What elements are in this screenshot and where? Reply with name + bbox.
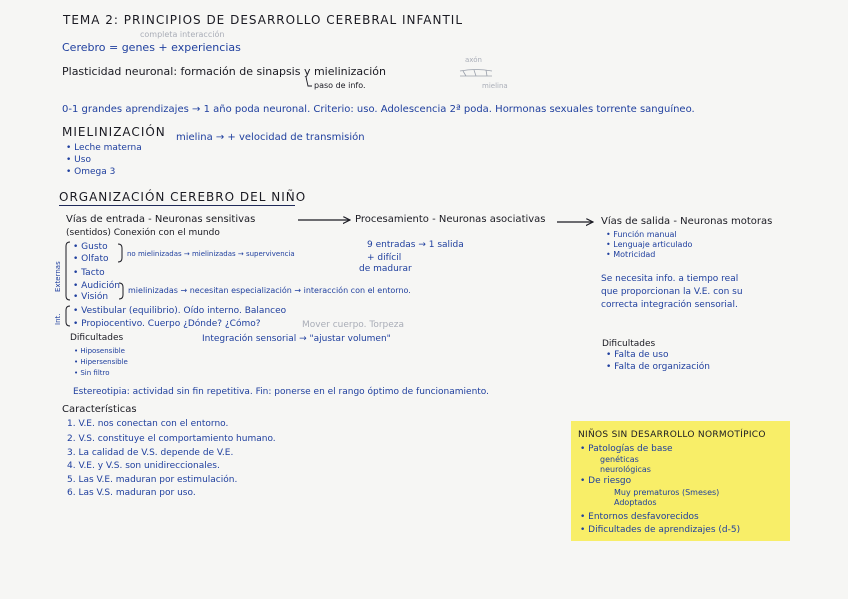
tiempo-real-line: Se necesita info. a tiempo real [601, 274, 739, 284]
sentidos-line: (sentidos) Conexión con el mundo [66, 228, 220, 238]
mielina-label: mielina [482, 82, 508, 90]
axon-label: axón [465, 56, 482, 64]
caracteristica-item: 4. V.E. y V.S. son unidireccionales. [67, 461, 220, 471]
vias-salida: Vías de salida - Neuronas motoras [601, 216, 773, 227]
externas-label: Externas [54, 261, 62, 292]
poda-line: 0-1 grandes aprendizajes → 1 año poda neuronal. Criterio: uso. Adolescencia 2ª poda. Hormonas sexuales torrente sanguíneo. [62, 104, 695, 115]
vestibular-line: • Vestibular (equilibrio). Oído interno. Balanceo [73, 306, 287, 316]
sticky-dificultades: • Dificultades de aprendizajes (d-5) [580, 525, 741, 535]
caracteristica-item: 6. Las V.S. maduran por uso. [67, 488, 196, 498]
salida-item: • Función manual [606, 230, 677, 239]
axon-sketch [460, 70, 492, 77]
plasticidad-line: Plasticidad neuronal: formación de sinapsis y mielinización [62, 65, 386, 78]
caracteristicas-heading: Características [62, 404, 137, 415]
mielinizacion-item: • Leche materna [66, 143, 142, 153]
dificil-note: + difícil [367, 253, 402, 263]
salida-item: • Lenguaje articulado [606, 240, 693, 249]
vias-entrada: Vías de entrada - Neuronas sensitivas [66, 214, 256, 225]
sticky-title: NIÑOS SIN DESARROLLO NORMOTÍPICO [578, 430, 766, 440]
dificultades-left-heading: Dificultades [70, 333, 124, 343]
propiocentivo-line: • Propiocentivo. Cuerpo ¿Dónde? ¿Cómo? [73, 319, 261, 329]
caracteristica-item: 2. V.S. constituye el comportamiento humano. [67, 434, 276, 444]
bracket-internas [66, 306, 70, 326]
mielinizacion-heading: MIELINIZACIÓN [62, 125, 166, 139]
mielinizacion-item: • Omega 3 [66, 167, 116, 177]
bracket-gusto-olfato [118, 244, 122, 262]
torpeza-note: Mover cuerpo. Torpeza [302, 320, 405, 330]
entradas-salida: 9 entradas → 1 salida [367, 240, 464, 250]
caracteristica-item: 3. La calidad de V.S. depende de V.E. [67, 448, 234, 458]
annotation-completa: completa interacción [140, 30, 225, 39]
salida-item: • Motricidad [606, 250, 656, 259]
dificultades-right-heading: Dificultades [602, 339, 656, 349]
procesamiento: Procesamiento - Neuronas asociativas [355, 214, 546, 225]
mielinizacion-item: • Uso [66, 155, 91, 165]
dificultades-right-item: • Falta de uso [606, 350, 669, 360]
dificultades-left-item: • Hipersensible [74, 358, 128, 366]
estereotipia-line: Estereotipia: actividad sin fin repetitiva. Fin: ponerse en el rango óptimo de funcionamiento. [73, 387, 490, 397]
integracion-line: Integración sensorial → "ajustar volumen" [202, 334, 391, 344]
mielinizacion-line: mielina → + velocidad de transmisión [176, 132, 365, 143]
dificultades-left-item: • Hiposensible [74, 347, 125, 355]
dificultades-left-item: • Sin filtro [74, 369, 110, 377]
page-title: TEMA 2: PRINCIPIOS DE DESARROLLO CEREBRAL INFANTIL [63, 13, 464, 27]
caracteristica-item: 1. V.E. nos conectan con el entorno. [67, 419, 229, 429]
sticky-neurologica: neurológicas [600, 465, 651, 474]
caracteristica-item: 5. Las V.E. maduran por estimulación. [67, 475, 238, 485]
sense-item: • Tacto [73, 268, 105, 278]
sticky-riesgo: • De riesgo [580, 476, 632, 486]
tiempo-real-line: que proporcionan la V.E. con su [601, 287, 743, 297]
madurar-note: de madurar [359, 264, 412, 274]
organizacion-underline [59, 205, 295, 206]
sense-item: • Visión [73, 292, 109, 302]
sense-item: • Audición [73, 281, 120, 291]
sense-item: • Gusto [73, 242, 108, 252]
sticky-prematuros: Muy prematuros (Smeses) [614, 488, 720, 497]
sticky-entornos: • Entornos desfavorecidos [580, 512, 699, 522]
arrow-paso-info [306, 77, 312, 86]
tiempo-real-line: correcta integración sensorial. [601, 300, 738, 310]
cerebro-line: Cerebro = genes + experiencias [62, 41, 241, 54]
sticky-adoptados: Adoptados [614, 498, 657, 507]
sense-item: • Olfato [73, 254, 109, 264]
senses2-note: mielinizadas → necesitan especialización → interacción con el entorno. [128, 286, 411, 295]
organizacion-heading: ORGANIZACIÓN CEREBRO DEL NIÑO [59, 190, 307, 204]
senses1-note: no mielinizadas → mielinizadas → supervivencia [127, 250, 295, 258]
sticky-patologias: • Patologías de base [580, 444, 673, 454]
sticky-genetica: genéticas [600, 455, 639, 464]
bracket-externas [66, 242, 70, 300]
internas-label: Int. [54, 313, 62, 325]
dificultades-right-item: • Falta de organización [606, 362, 710, 372]
paso-info-note: paso de info. [314, 81, 366, 90]
